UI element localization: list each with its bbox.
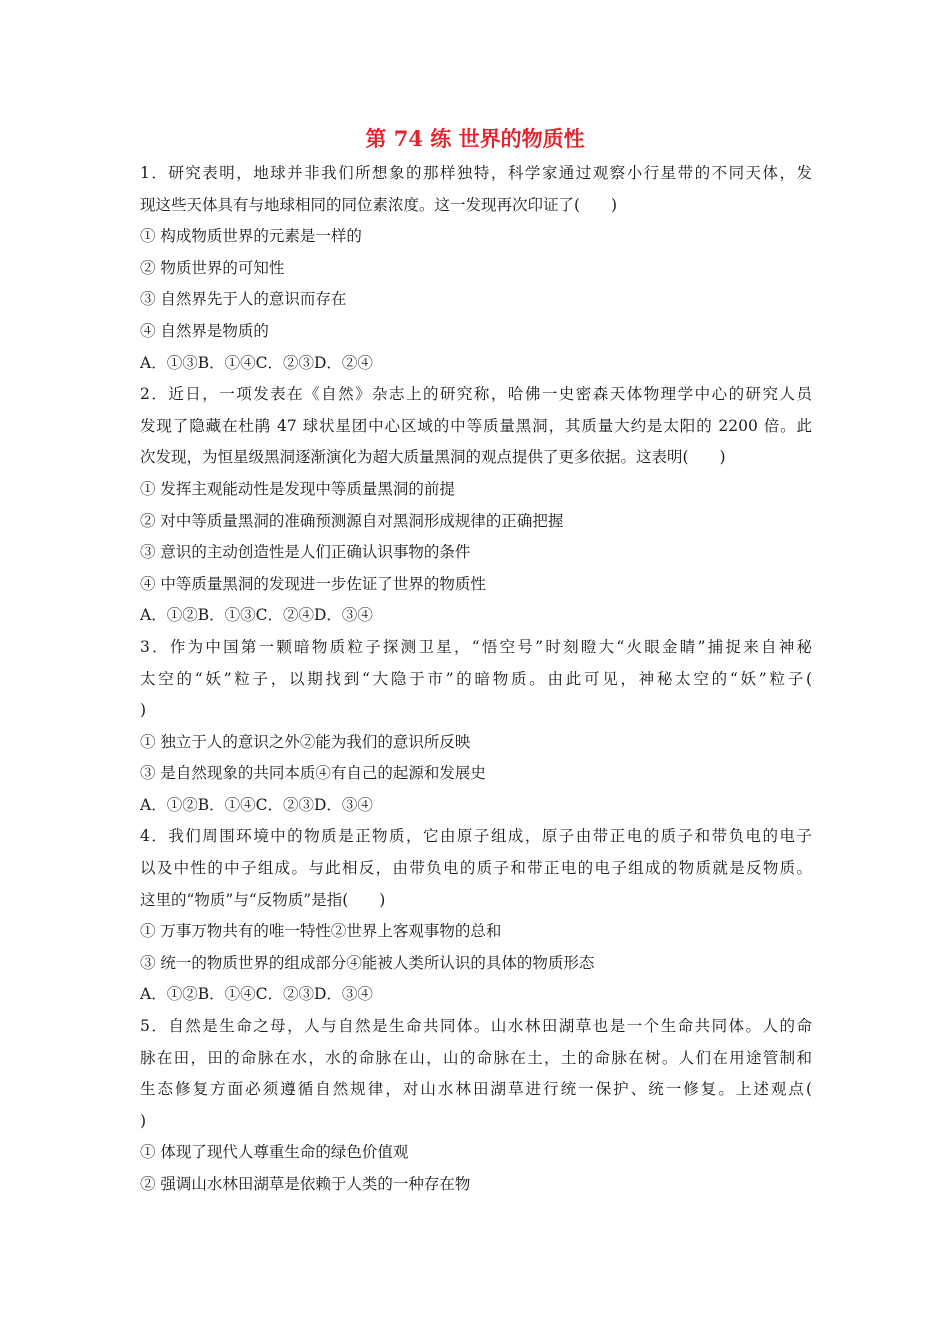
question-4-line-1: 4．我们周围环境中的物质是正物质，它由原子组成，原子由带正电的质子和带负电的电子	[140, 827, 812, 846]
option-statement: ④ 中等质量黑洞的发现进一步佐证了世界的物质性	[140, 574, 486, 593]
answer-choices: A．①②B．①③C．②④D．③④	[140, 606, 373, 625]
answer-choices: A．①③B．①④C．②③D．②④	[140, 353, 373, 372]
question-2-line-2: 发现了隐藏在杜鹃 47 球状星团中心区域的中等质量黑洞，其质量大约是太阳的 2200 倍。此	[140, 416, 812, 435]
answer-choices: A．①②B．①④C．②③D．③④	[140, 795, 373, 814]
option-statement: ③ 自然界先于人的意识而存在	[140, 290, 347, 309]
question-5-line-3: 生态修复方面必须遵循自然规律，对山水林田湖草进行统一保护、统一修复。上述观点(	[140, 1080, 812, 1099]
question-1-line-1: 1．研究表明，地球并非我们所想象的那样独特，科学家通过观察小行星带的不同天体，发	[140, 164, 812, 182]
question-5-line-2: 脉在田，田的命脉在水，水的命脉在山，山的命脉在土，土的命脉在树。人们在用途管制和	[140, 1048, 812, 1067]
option-statement: ① 独立于人的意识之外②能为我们的意识所反映	[140, 732, 471, 751]
question-4-line-3: 这里的“物质”与“反物质”是指( )	[140, 890, 386, 909]
option-statement: ② 强调山水林田湖草是依赖于人类的一种存在物	[140, 1175, 471, 1193]
option-statement: ③ 意识的主动创造性是人们正确认识事物的条件	[140, 543, 471, 562]
page-title: 第 74 练 世界的物质性	[365, 126, 585, 151]
option-statement: ② 对中等质量黑洞的准确预测源自对黑洞形成规律的正确把握	[140, 511, 564, 530]
question-3-line-3: )	[140, 701, 147, 720]
question-1-line-2: 现这些天体具有与地球相同的同位素浓度。这一发现再次印证了( )	[140, 195, 618, 214]
question-2-line-1: 2．近日，一项发表在《自然》杂志上的研究称，哈佛一史密森天体物理学中心的研究人员	[140, 385, 812, 404]
option-statement: ③ 统一的物质世界的组成部分④能被人类所认识的具体的物质形态	[140, 953, 595, 972]
question-3-line-2: 太空的“妖”粒子，以期找到“大隐于市”的暗物质。由此可见，神秘太空的“妖”粒子(	[140, 669, 812, 688]
option-statement: ③ 是自然现象的共同本质④有自己的起源和发展史	[140, 764, 486, 783]
option-statement: ① 发挥主观能动性是发现中等质量黑洞的前提	[140, 479, 455, 498]
question-3-line-1: 3．作为中国第一颗暗物质粒子探测卫星，“悟空号”时刻瞪大“火眼金睛”捕捉来自神秘	[140, 637, 812, 656]
question-body	[140, 158, 812, 1201]
answer-choices: A．①②B．①④C．②③D．③④	[140, 985, 373, 1004]
question-4-line-2: 以及中性的中子组成。与此相反，由带负电的质子和带正电的电子组成的物质就是反物质。	[140, 859, 812, 878]
question-2-line-3: 次发现，为恒星级黑洞逐渐演化为超大质量黑洞的观点提供了更多依据。这表明( )	[140, 448, 726, 467]
option-statement: ② 物质世界的可知性	[140, 258, 285, 277]
option-statement: ① 体现了现代人尊重生命的绿色价值观	[140, 1143, 409, 1162]
option-statement: ① 构成物质世界的元素是一样的	[140, 227, 362, 246]
option-statement: ① 万事万物共有的唯一特性②世界上客观事物的总和	[140, 922, 502, 941]
option-statement: ④ 自然界是物质的	[140, 321, 269, 340]
question-5-line-4: )	[140, 1111, 147, 1130]
question-5-line-1: 5．自然是生命之母，人与自然是生命共同体。山水林田湖草也是一个生命共同体。人的命	[140, 1017, 812, 1036]
